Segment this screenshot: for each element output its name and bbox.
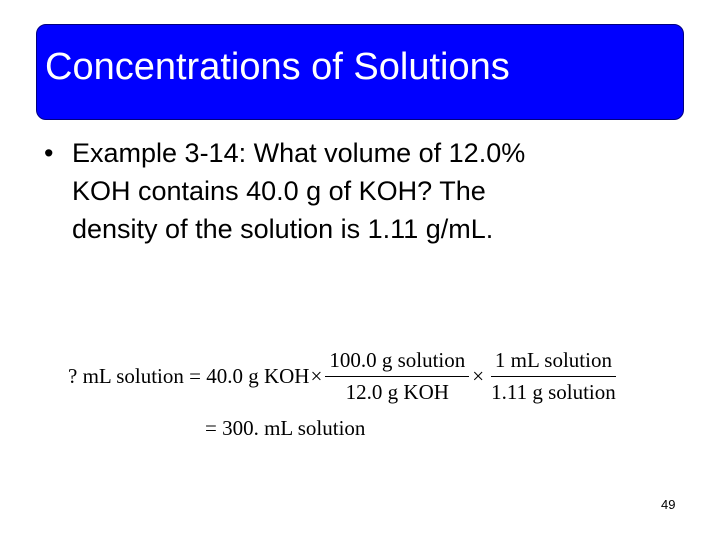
equation-line-1	[68, 344, 622, 408]
multiply-sign-2: ×	[472, 363, 485, 388]
title-banner	[36, 24, 684, 120]
fraction-ml-per-gram	[487, 348, 620, 405]
fraction-1-denominator: 12.0 g KOH	[345, 379, 449, 404]
fraction-2-numerator: 1 mL solution	[491, 348, 616, 377]
fraction-2-denominator: 1.11 g solution	[491, 379, 616, 404]
page-number: 49	[661, 497, 676, 512]
fraction-1-numerator: 100.0 g solution	[325, 348, 469, 377]
bullet-icon: •	[44, 138, 54, 168]
multiply-sign-1: ×	[310, 363, 323, 388]
bullet-item	[44, 134, 664, 248]
bullet-line-3: density of the solution is 1.11 g/mL.	[72, 214, 494, 244]
bullet-text	[72, 134, 664, 248]
equation-lhs: ? mL solution = 40.0 g KOH	[68, 363, 310, 388]
fraction-solution-per-koh	[325, 348, 469, 405]
slide-title: Concentrations of Solutions	[45, 46, 510, 88]
bullet-line-1: Example 3-14: What volume of 12.0%	[72, 138, 526, 168]
equation-result: = 300. mL solution	[205, 416, 366, 440]
bullet-line-2: KOH contains 40.0 g of KOH? The	[72, 176, 486, 206]
